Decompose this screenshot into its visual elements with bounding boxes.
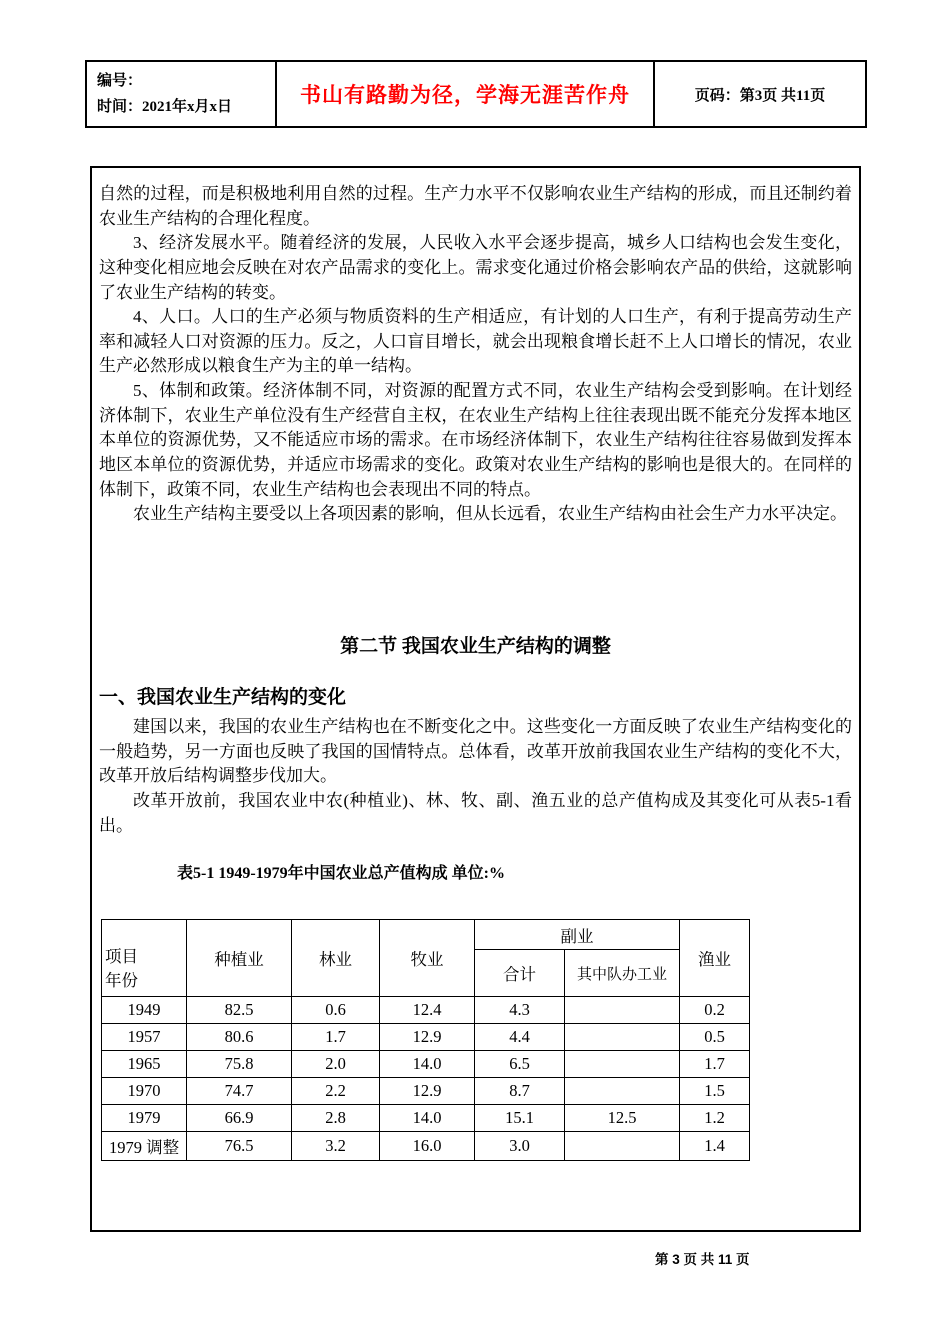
table-cell <box>565 1051 680 1078</box>
header-page-cell <box>654 61 866 127</box>
table-cell: 74.7 <box>187 1078 292 1105</box>
section-title: 第二节 我国农业生产结构的调整 <box>340 635 611 657</box>
table-cell: 66.9 <box>187 1105 292 1132</box>
table-cell: 0.6 <box>292 997 380 1024</box>
footer-page-number: 第 3 页 共 11 页 <box>655 1252 750 1267</box>
table-cell: 76.5 <box>187 1132 292 1161</box>
table-cell: 82.5 <box>187 997 292 1024</box>
table-caption: 表5-1 1949-1979年中国农业总产值构成 单位:% <box>177 865 505 883</box>
table-cell: 1.4 <box>680 1132 750 1161</box>
paragraph: 5、体制和政策。经济体制不同，对资源的配置方式不同，农业生产结构会受到影响。在计划经济体制下，农业生产单位没有生产经营自主权，在农业生产结构上往往表现出既不能充分发挥本地区本单位的资源优势，又不能适应市场的需求。在市场经济体制下，农业生产结构往往容易做到发挥本地区本单位的资源优势，并适应市场需求的变化。政策对农业生产结构的影响也是很大的。在同样的体制下，政策不同，农业生产结构也会表现出不同的特点。 <box>99 381 852 499</box>
table-cell <box>565 1024 680 1051</box>
table-cell: 12.9 <box>380 1078 475 1105</box>
subsection-title: 一、我国农业生产结构的变化 <box>99 686 347 708</box>
table-cell: 16.0 <box>380 1132 475 1161</box>
page-label: 页码：第3页 共11页 <box>694 87 826 104</box>
table-cell: 12.9 <box>380 1024 475 1051</box>
table-cell: 8.7 <box>475 1078 565 1105</box>
table-cell: 1965 <box>102 1051 187 1078</box>
table-cell: 12.4 <box>380 997 475 1024</box>
table-cell: 3.2 <box>292 1132 380 1161</box>
table-cell: 14.0 <box>380 1051 475 1078</box>
col-header-husbandry: 牧业 <box>380 920 475 997</box>
paragraph: 改革开放前，我国农业中农(种植业)、林、牧、副、渔五业的总产值构成及其变化可从表5-1看出。 <box>99 790 852 835</box>
table-cell: 1.5 <box>680 1078 750 1105</box>
col-header-forestry: 林业 <box>292 920 380 997</box>
table-header-row-1 <box>102 920 750 950</box>
table-cell: 2.2 <box>292 1078 380 1105</box>
table-cell: 1.7 <box>680 1051 750 1078</box>
table-row <box>102 1051 750 1078</box>
table-cell: 0.2 <box>680 997 750 1024</box>
paragraph: 4、人口。人口的生产必须与物质资料的生产相适应，有计划的人口生产，有利于提高劳动生产率和减轻人口对资源的压力。反之，人口盲目增长，就会出现粮食增长赶不上人口增长的情况，农业生产必然形成以粮食生产为主的单一结构。 <box>99 307 852 376</box>
content-box <box>90 166 861 1232</box>
corner-label-bottom: 年份 <box>105 971 138 991</box>
paragraph: 农业生产结构主要受以上各项因素的影响，但从长远看，农业生产结构由社会生产力水平决定。 <box>133 504 847 524</box>
paragraph: 建国以来，我国的农业生产结构也在不断变化之中。这些变化一方面反映了农业生产结构变化的一般趋势，另一方面也反映了我国的国情特点。总体看，改革开放前我国农业生产结构的变化不大，改革开放后结构调整步伐加大。 <box>99 716 852 786</box>
table-row <box>102 997 750 1024</box>
table-row <box>102 1105 750 1132</box>
number-label: 编号： <box>97 72 143 89</box>
table-cell: 1957 <box>102 1024 187 1051</box>
table-cell: 75.8 <box>187 1051 292 1078</box>
table-cell <box>565 997 680 1024</box>
col-header-crop: 种植业 <box>187 920 292 997</box>
header-row <box>86 61 866 127</box>
table-cell: 0.5 <box>680 1024 750 1051</box>
col-header-fishery: 渔业 <box>680 920 750 997</box>
table-cell: 1.7 <box>292 1024 380 1051</box>
corner-label-top: 项目 <box>105 946 138 966</box>
table-cell: 80.6 <box>187 1024 292 1051</box>
table-row <box>102 1132 750 1161</box>
table-cell: 1949 <box>102 997 187 1024</box>
table-cell: 12.5 <box>565 1105 680 1132</box>
header-table <box>85 60 867 128</box>
paragraph: 自然的过程，而是积极地利用自然的过程。生产力水平不仅影响农业生产结构的形成，而且还制约着农业生产结构的合理化程度。 <box>99 184 852 228</box>
table-cell: 1.2 <box>680 1105 750 1132</box>
table-cell: 15.1 <box>475 1105 565 1132</box>
table-cell: 4.4 <box>475 1024 565 1051</box>
table-cell <box>565 1132 680 1161</box>
header-left-cell <box>86 61 276 127</box>
col-header-sideline: 副业 <box>475 920 680 950</box>
table-cell: 3.0 <box>475 1132 565 1161</box>
table-cell: 1979 调整 <box>102 1132 187 1161</box>
table-cell: 6.5 <box>475 1051 565 1078</box>
table-row <box>102 1024 750 1051</box>
table-corner-cell <box>102 920 187 997</box>
date-label: 时间：2021年x月x日 <box>97 99 233 115</box>
table-row <box>102 1078 750 1105</box>
agriculture-output-table <box>101 919 750 1161</box>
table-cell: 4.3 <box>475 997 565 1024</box>
header-motto-cell <box>276 61 654 127</box>
table-cell <box>565 1078 680 1105</box>
table-cell: 14.0 <box>380 1105 475 1132</box>
table-cell: 1979 <box>102 1105 187 1132</box>
corner-labels <box>105 922 183 994</box>
table-cell: 2.0 <box>292 1051 380 1078</box>
motto-text: 书山有路勤为径，学海无涯苦作舟 <box>300 83 630 107</box>
table-cell: 2.8 <box>292 1105 380 1132</box>
paragraph: 3、经济发展水平。随着经济的发展，人民收入水平会逐步提高，城乡人口结构也会发生变化，这种变化相应地会反映在对农产品需求的变化上。需求变化通过价格会影响农产品的供给，这就影响了农业生产结构的转变。 <box>99 233 852 302</box>
table-cell: 1970 <box>102 1078 187 1105</box>
col-header-sideline-sub: 其中队办工业 <box>565 949 680 996</box>
col-header-sideline-total: 合计 <box>475 949 565 996</box>
